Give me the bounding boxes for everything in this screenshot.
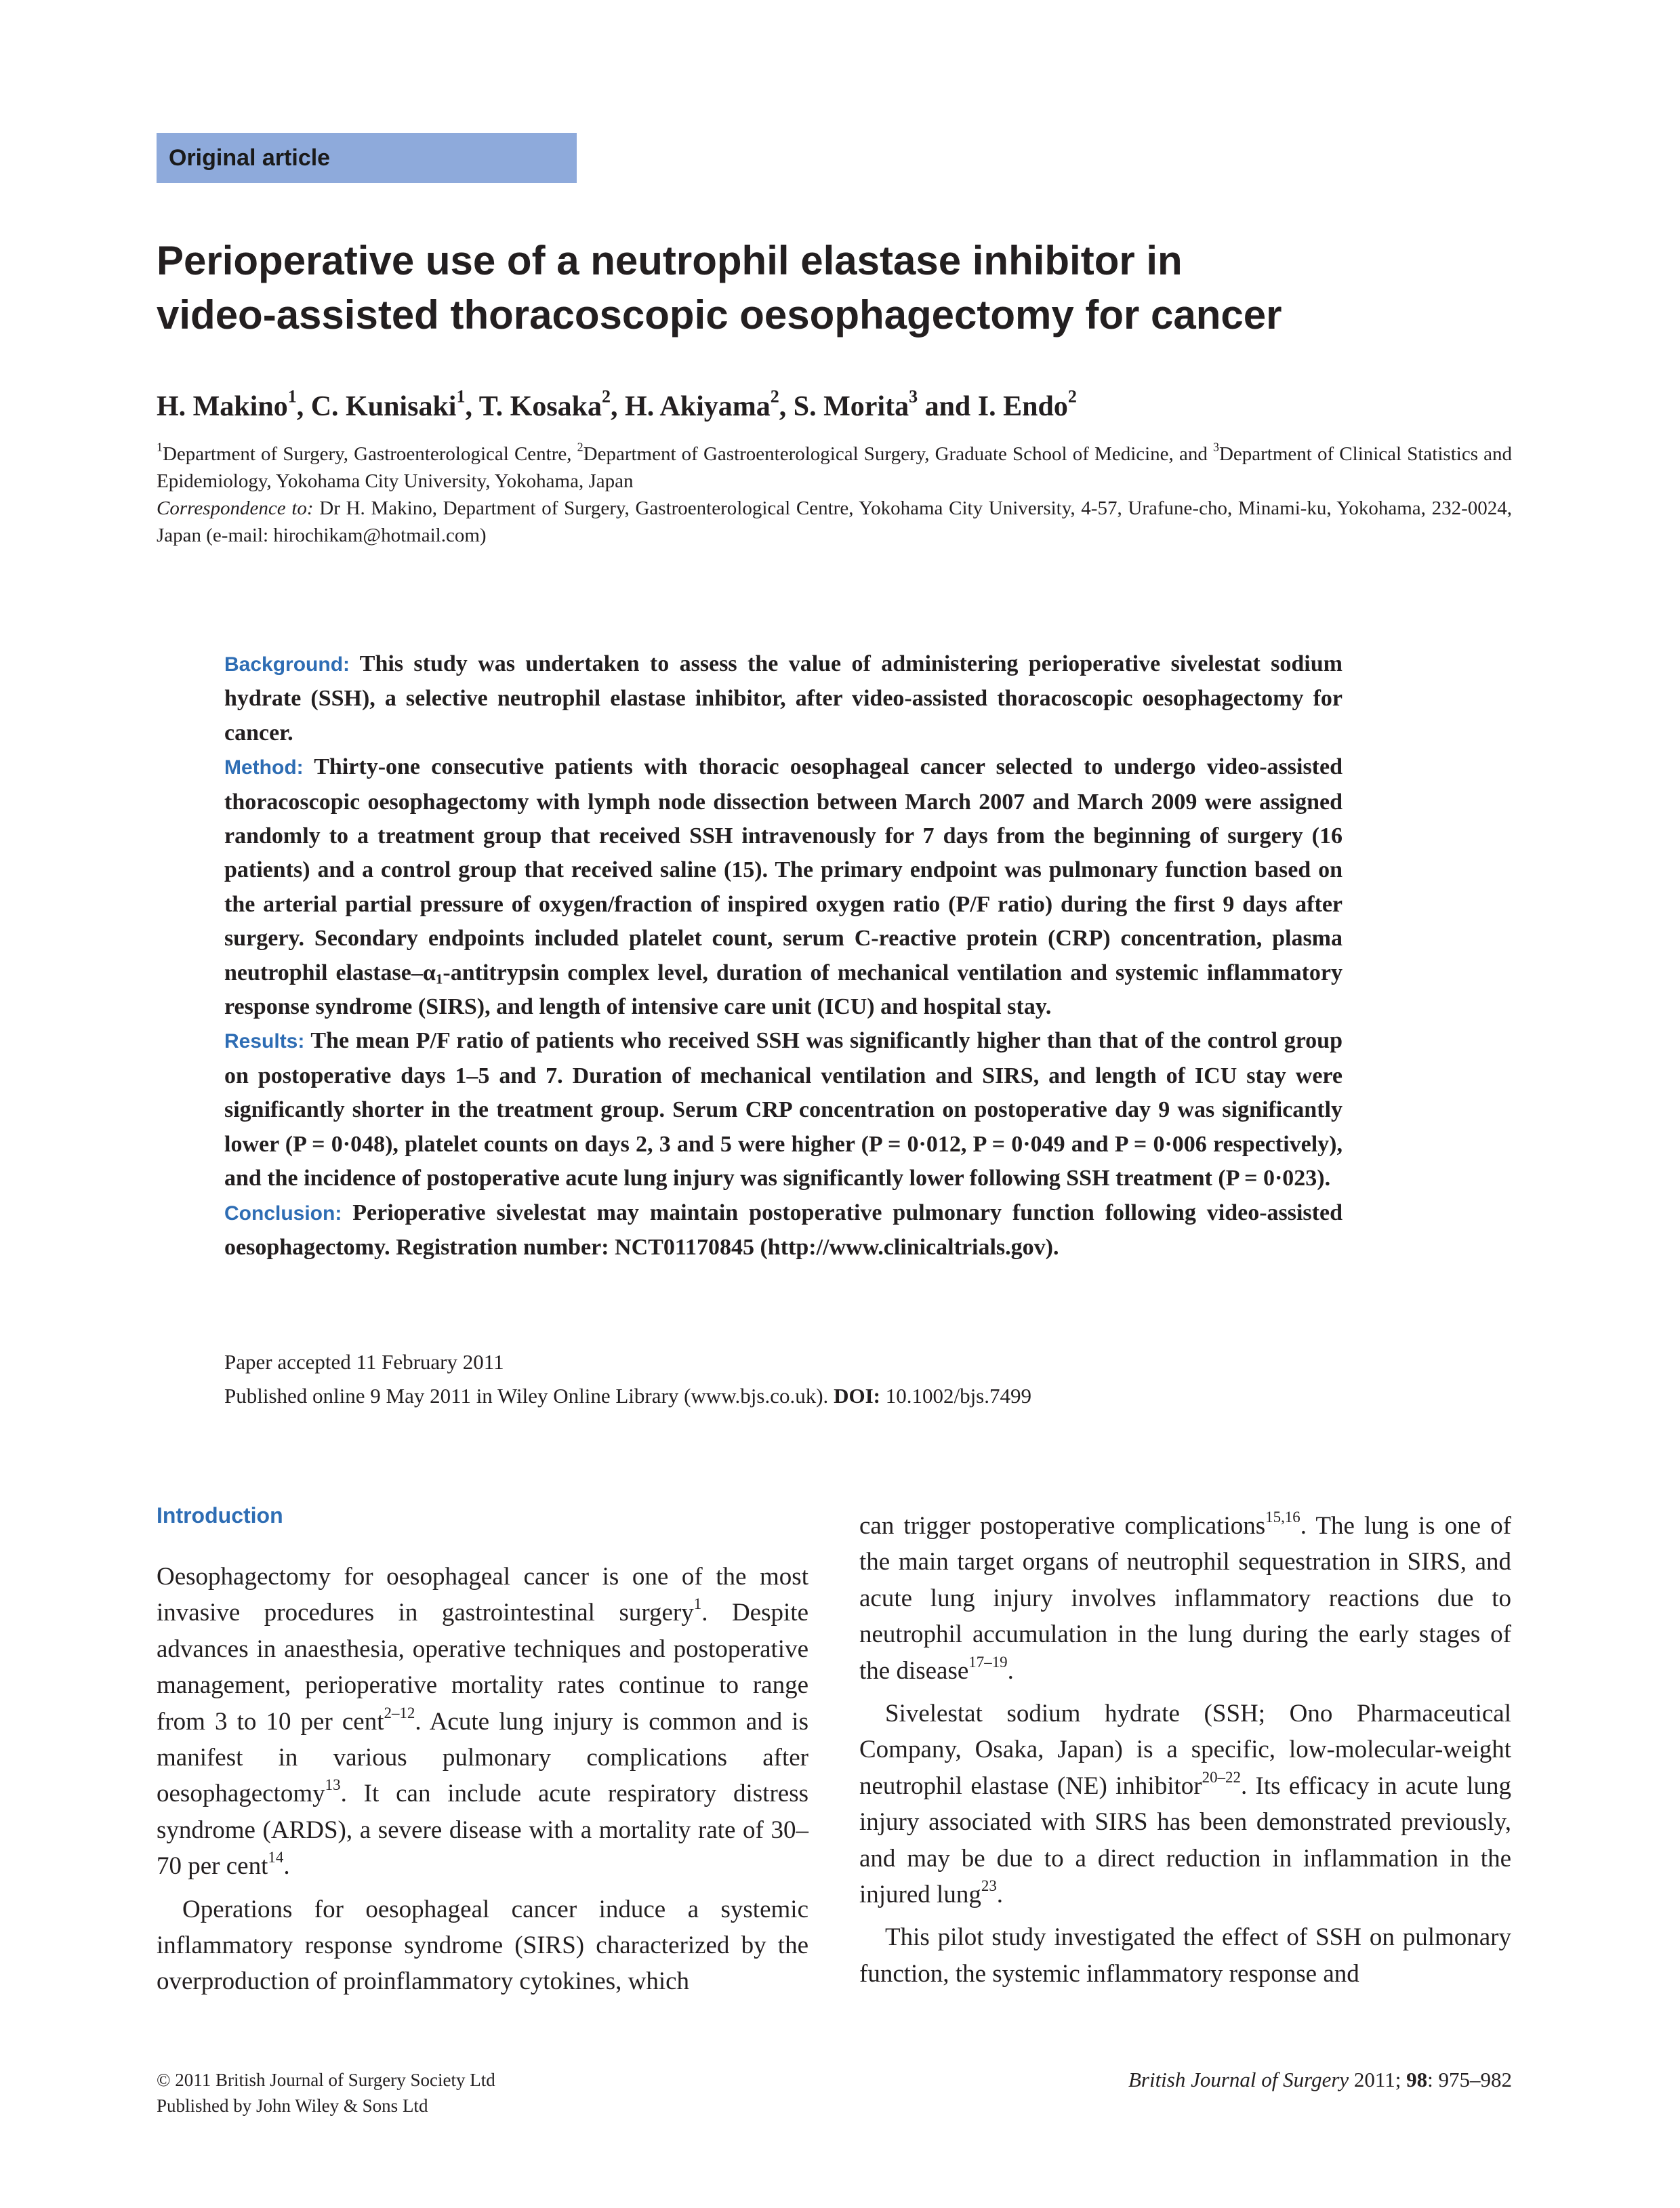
citation: 13 [325, 1776, 341, 1794]
citation: 1 [693, 1595, 702, 1613]
paragraph: Oesophagectomy for oesophageal cancer is one of the most invasive procedures in gastrointestinal surgery$^1$. Despite advances in anaesthesia, operative techniques and postoperative management, perioperative mortality rates continue to range from 3 to 10 per cent$^{2-12}$. Acute lung injury is common and is manifest in various pulmonary complications after oesophagectomy$^{13}$. It can include acute respiratory distress syndrome (ARDS), a severe disease with a mortality rate of 30–70 per cent$^{14}$. [157, 1563, 808, 1881]
abstract-heading: Method: [224, 756, 304, 779]
abstract [224, 647, 1343, 1265]
affiliation-list: $^1$Department of Surgery, Gastroenterological Centre, $^2$Department of Gastroenterological Surgery, Graduate School of Medicine, and $^3$Department of Clinical Statistics and Epidemiology, Yokohama City University, Yokohama, Japan [157, 440, 1512, 492]
citation: 14 [268, 1849, 284, 1866]
correspondence: Correspondence to: Dr H. Makino, Department of Surgery, Gastroenterological Centre, Yokohama City University, 4-57, Urafune-cho, Minami-ku, Yokohama, 232-0024, Japan (e-mail: hirochikam@hotmail.com) [157, 497, 1512, 546]
paragraph: can trigger postoperative complications$^{15,16}$. The lung is one of the main target organs of neutrophil sequestration in SIRS, and acute lung injury involves inflammatory reactions due to neutrophil accumulation in the lung during the early stages of the disease$^{17-19}$. [859, 1508, 1511, 1685]
article-type-banner [157, 133, 577, 183]
author: H. Akiyama$^2$ [625, 386, 779, 422]
affiliations [157, 441, 1512, 549]
paper-accepted: Paper accepted 11 February 2011 [224, 1350, 504, 1374]
footer-citation: British Journal of Surgery 2011; 98: 975–982 [1128, 2068, 1512, 2091]
abstract-heading: Conclusion: [224, 1202, 342, 1225]
copyright-line: © 2011 British Journal of Surgery Society Ltd [157, 2070, 495, 2090]
citation: 2–12 [384, 1704, 415, 1721]
abstract-method: Method: Thirty-one consecutive patients with thoracic oesophageal cancer selected to undergo video-assisted thoracoscopic oesophagectomy with lymph node dissection between March 2007 and March 2009 were assigned randomly to a treatment group that received SSH intravenously for 7 days from the beginning of surgery (16 patients) and a control group that received saline (15). The primary endpoint was pulmonary function based on the arterial partial pressure of oxygen/fraction of inspired oxygen ratio (P/F ratio) during the first 9 days after surgery. Secondary endpoints included platelet count, serum C-reactive protein (CRP) concentration, plasma neutrophil elastase–$\alpha_1$-antitrypsin complex level, duration of mechanical ventilation and systemic inflammatory response syndrome (SIRS), and length of intensive care unit (ICU) and hospital stay. [224, 754, 1343, 1020]
citation: 15,16 [1265, 1508, 1300, 1526]
abstract-background: Background: This study was undertaken to assess the value of administering perioperative sivelestat sodium hydrate (SSH), a selective neutrophil elastase inhibitor, after video-assisted thoracoscopic oesophagectomy for cancer. [224, 651, 1343, 745]
article-title [157, 234, 1546, 342]
citation: 17–19 [968, 1653, 1008, 1671]
abstract-results: Results: The mean P/F ratio of patients who received SSH was significantly higher than that of the control group on postoperative days 1–5 and 7. Duration of mechanical ventilation and SIRS, and length of ICU stay were significantly shorter in the treatment group. Serum CRP concentration on postoperative day 9 was significantly lower (P = 0·048), platelet counts on days 2, 3 and 5 were higher (P = 0·012, P = 0·049 and P = 0·006 respectively), and the incidence of postoperative acute lung injury was significantly lower following SSH treatment (P = 0·023). [224, 1028, 1343, 1191]
publication-info [224, 1345, 1343, 1413]
paragraph: Sivelestat sodium hydrate (SSH; Ono Pharmaceutical Company, Osaka, Japan) is a specific, low-molecular-weight neutrophil elastase (NE) inhibitor$^{20-22}$. Its efficacy in acute lung injury associated with SIRS has been demonstrated previously, and may be due to a direct reduction in inflammation in the injured lung$^{23}$. [859, 1700, 1511, 1909]
volume: 98 [1406, 2068, 1428, 2091]
paragraph: Operations for oesophageal cancer induce a systemic inflammatory response syndrome (SIRS) characterized by the overproduction of proinflammatory cytokines, which [157, 1895, 808, 1996]
title-line-2: video-assisted thoracoscopic oesophagectomy for cancer [157, 292, 1282, 338]
abstract-conclusion: Conclusion: Perioperative sivelestat may maintain postoperative pulmonary function following video-assisted oesophagectomy. Registration number: NCT01170845 (http://www.clinicaltrials.gov). [224, 1200, 1343, 1260]
introduction-heading: Introduction [157, 1503, 283, 1528]
page-range: : 975–982 [1427, 2068, 1512, 2091]
journal-name: British Journal of Surgery [1128, 2068, 1349, 2091]
publisher-line: Published by John Wiley & Sons Ltd [157, 2095, 428, 2116]
author: T. Kosaka$^2$ [478, 386, 611, 422]
author: S. Morita$^3$ [793, 386, 918, 422]
body-column-right [859, 1508, 1511, 1992]
abstract-heading: Results: [224, 1030, 305, 1053]
footer-copyright [157, 2067, 495, 2119]
article-type-label: Original article [169, 145, 331, 171]
body-column-left [157, 1559, 808, 2000]
author: I. Endo$^2$ [977, 386, 1077, 422]
abstract-heading: Background: [224, 653, 350, 676]
author-list: H. Makino$^1$, C. Kunisaki$^1$, T. Kosaka$^2$, H. Akiyama$^2$, S. Morita$^3$ and I. Endo$^2$ [157, 386, 1077, 422]
published-online: Published online 9 May 2011 in Wiley Online Library (www.bjs.co.uk). DOI: 10.1002/bjs.7499 [224, 1384, 1031, 1408]
title-line-1: Perioperative use of a neutrophil elastase inhibitor in [157, 238, 1183, 283]
author: C. Kunisaki$^1$ [310, 386, 466, 422]
author: H. Makino$^1$ [157, 386, 297, 422]
citation: 23 [981, 1877, 997, 1894]
citation: 20–22 [1202, 1768, 1241, 1786]
paragraph: This pilot study investigated the effect of SSH on pulmonary function, the systemic inflammatory response and [859, 1923, 1511, 1988]
